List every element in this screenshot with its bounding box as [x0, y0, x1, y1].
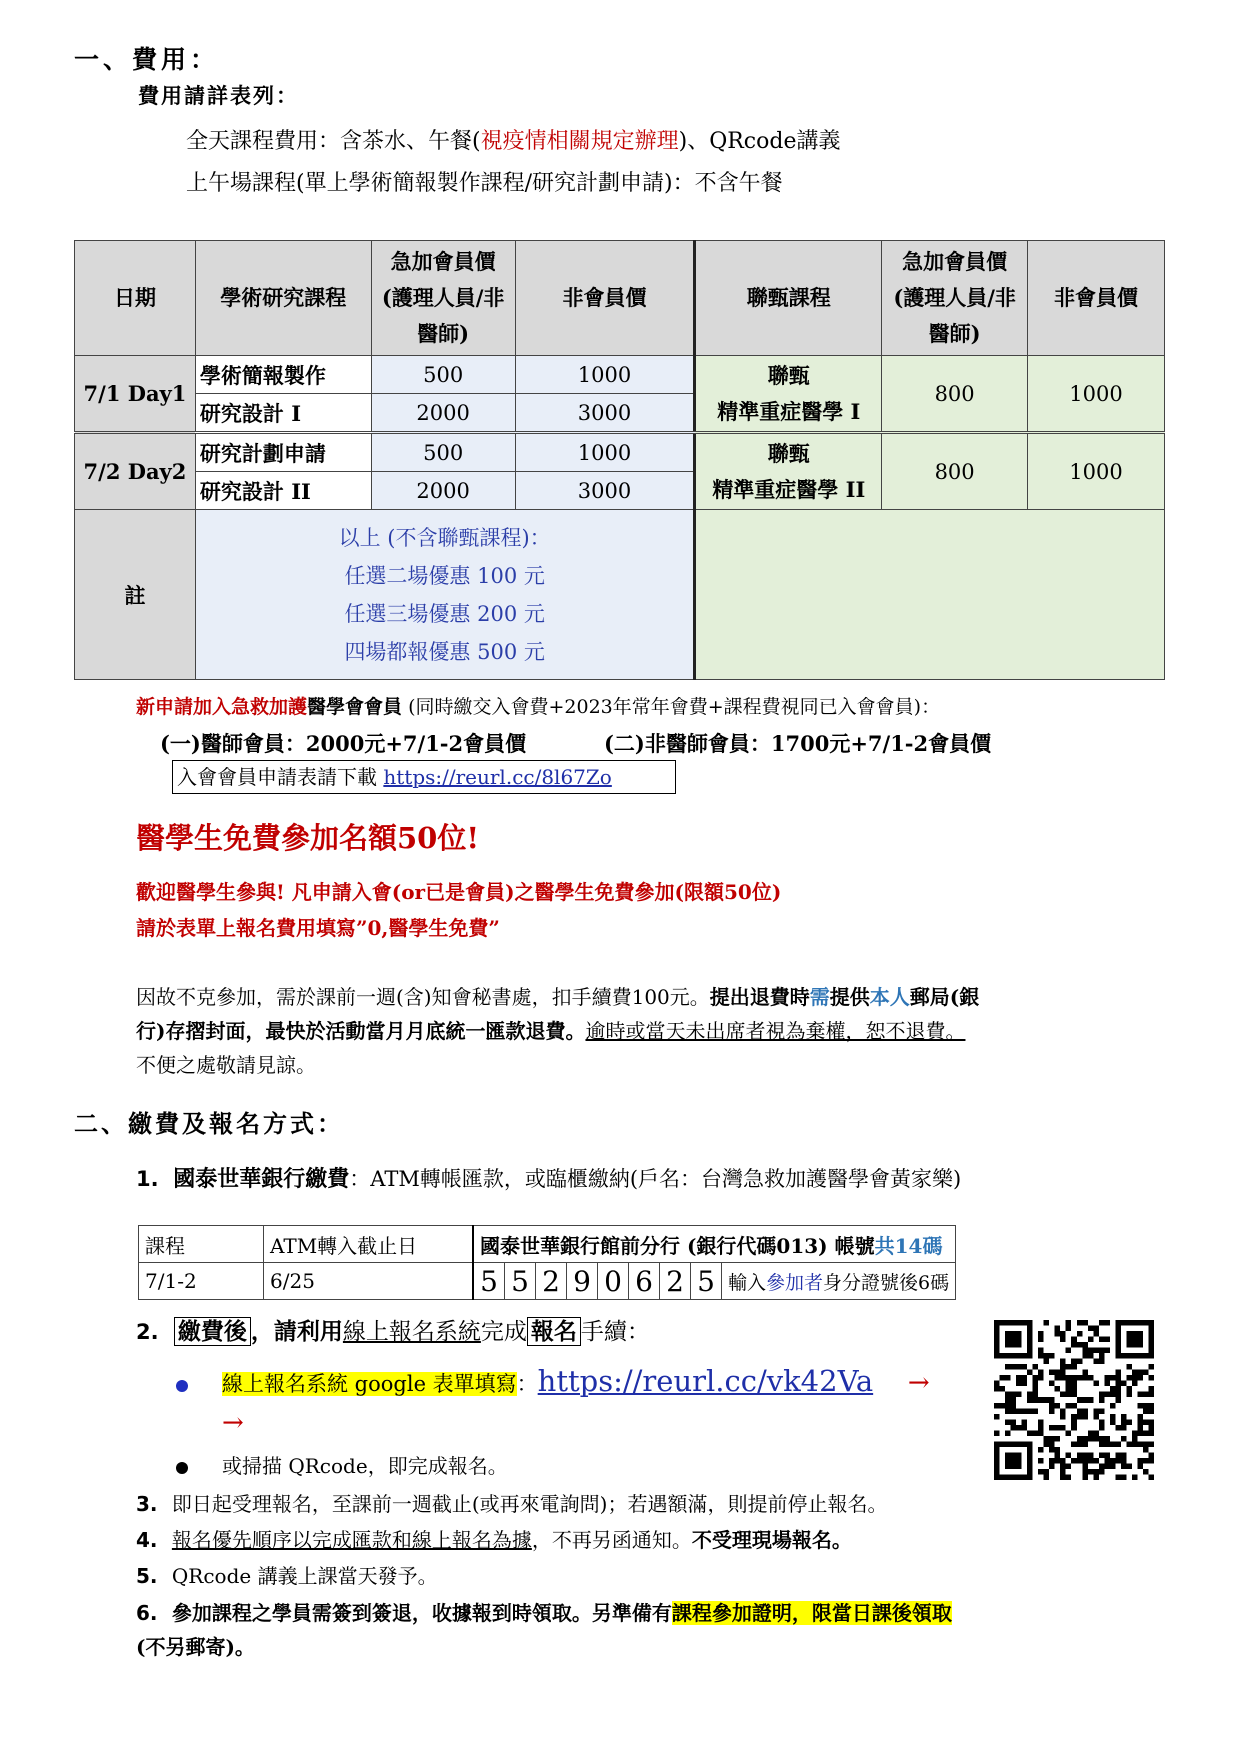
- fee-line-1-pre: 全天課程費用：含茶水、午餐(: [186, 129, 481, 154]
- students-headline: 醫學生免費參加名額50位!: [136, 821, 480, 855]
- item5-num: 5.: [136, 1564, 158, 1588]
- item2-mid: ，請利用: [250, 1318, 343, 1345]
- refund-part1: 因故不克參加，需於課前一週(含)知會秘書處，扣手續費100元。: [136, 985, 710, 1009]
- item4-rest: ，不再另函通知。: [531, 1528, 692, 1552]
- item-2: [136, 1312, 650, 1352]
- item3-num: 3.: [136, 1492, 158, 1516]
- refund-part3: 行)存摺封面，最快於活動當月月底統一匯款退費。: [136, 1019, 586, 1043]
- header-nonmember: 非會員價: [515, 241, 695, 356]
- membership-line: [136, 692, 940, 719]
- table-row: [75, 356, 1165, 394]
- item-4: [136, 1524, 852, 1553]
- item2-link: 線上報名系統: [342, 1319, 481, 1345]
- day2-non-a: 1000: [515, 433, 695, 472]
- note-line-3: 任選三場優惠 200 元: [344, 601, 545, 626]
- acct-h2: ATM轉入截止日: [264, 1226, 474, 1263]
- qrcode-image[interactable]: [994, 1320, 1154, 1480]
- refund-part5: 不便之處敬請見諒。: [136, 1053, 316, 1077]
- students-line-1: 歡迎醫學生參與! 凡申請入會(or已是會員)之醫學生免費參加(限額50位): [136, 880, 782, 904]
- section2-title: 二、繳費及報名方式：: [74, 1109, 344, 1138]
- refund-part2b: 提供: [829, 985, 870, 1009]
- day1-joint-l1: 聯甄: [767, 362, 810, 388]
- acct-digit: 2: [660, 1263, 691, 1300]
- acct-digit: 5: [473, 1263, 505, 1300]
- section1-title: 一、費用：: [74, 45, 220, 74]
- fee-table: [74, 240, 1165, 680]
- account-table: [138, 1225, 956, 1300]
- bullet-dot-1: [176, 1380, 188, 1392]
- online-form-label: 線上報名系統 google 表單填寫: [222, 1372, 517, 1396]
- day1-member-b: 2000: [371, 394, 515, 433]
- refund-part4: 逾時或當天未出席者視為棄權，恕不退費。: [585, 1019, 966, 1043]
- acct-hint: [722, 1263, 956, 1300]
- member-form-download: [172, 760, 676, 794]
- item-5: [136, 1560, 438, 1589]
- fee-line-2: 上午場課程(單上學術簡報製作課程/研究計劃申請)：不含午餐: [186, 171, 783, 196]
- nondoctor-member-price: (二)非醫師會員：1700元+7/1-2會員價: [604, 731, 992, 756]
- day1-joint-non: 1000: [1028, 356, 1165, 433]
- item1-bold: 國泰世華銀行繳費: [173, 1166, 350, 1192]
- header-joint-course: 聯甄課程: [695, 241, 882, 356]
- table-row: [139, 1226, 956, 1263]
- table-row: [139, 1263, 956, 1300]
- day1-joint-member: 800: [882, 356, 1028, 433]
- item-3: [136, 1488, 887, 1517]
- membership-rest: (同時繳交入會費+2023年常年會費+課程費視同已入會會員)：: [402, 696, 941, 718]
- note-line-1: 以上 (不含聯甄課程)：: [338, 525, 551, 550]
- item1-rest: ：ATM轉帳匯款，或臨櫃繳納(戶名：台灣急救加護醫學會黃家樂): [349, 1167, 962, 1191]
- day1-course-b: 研究設計 I: [195, 394, 371, 433]
- online-form-link[interactable]: https://reurl.cc/vk42Va: [537, 1364, 874, 1398]
- membership-bold: 醫學會會員: [307, 696, 403, 718]
- online-form-colon: ：: [516, 1372, 538, 1396]
- item4-num: 4.: [136, 1528, 158, 1552]
- day2-non-b: 3000: [515, 472, 695, 510]
- acct-h1: 課程: [139, 1226, 264, 1263]
- day1-course-a: 學術簡報製作: [195, 356, 371, 394]
- acct-h3-text: 國泰世華銀行館前分行 (銀行代碼013) 帳號: [480, 1233, 875, 1258]
- item6-end: (不另郵寄)。: [136, 1635, 255, 1659]
- day1-date: 7/1 Day1: [75, 356, 196, 433]
- fee-table-header: [75, 241, 1165, 356]
- fee-line-1: [186, 124, 840, 155]
- item-6: [136, 1596, 1156, 1664]
- arrow-icon: →: [222, 1408, 244, 1438]
- item4-bold: 不受理現場報名。: [691, 1528, 852, 1552]
- day2-joint: [695, 433, 882, 510]
- acct-digit: 5: [691, 1263, 722, 1300]
- day1-non-b: 3000: [515, 394, 695, 433]
- header-member-price2-l1: 急加會員價: [902, 249, 1008, 274]
- day2-joint-non: 1000: [1028, 433, 1165, 510]
- item2-box1: 繳費後: [174, 1317, 251, 1346]
- note-label: 註: [75, 510, 196, 680]
- item5-text: QRcode 講義上課當天發予。: [171, 1564, 438, 1588]
- table-row: [75, 510, 1165, 680]
- refund-part2a: 提出退費時: [709, 985, 810, 1009]
- doctor-member-price: (一)醫師會員：2000元+7/1-2會員價: [160, 731, 527, 756]
- students-line-2: 請於表單上報名費用填寫”0,醫學生免費”: [136, 916, 500, 940]
- day2-course-b: 研究設計 II: [195, 472, 371, 510]
- note-empty-cell: [695, 510, 1165, 680]
- header-member-price: [371, 241, 515, 356]
- note-line-4: 四場都報優惠 500 元: [344, 639, 545, 664]
- acct-hint-blue: 參加者: [766, 1271, 824, 1294]
- acct-hint-pre: 輸入: [728, 1271, 767, 1294]
- item4-underline: 報名優先順序以完成匯款和線上報名為據: [171, 1528, 532, 1552]
- fee-line-1-post: )、QRcode講義: [678, 129, 841, 154]
- day2-joint-member: 800: [882, 433, 1028, 510]
- item2-box2: 報名: [527, 1317, 581, 1346]
- member-form-label: 入會會員申請表請下載: [177, 765, 384, 789]
- acct-h3-blue: 共14碼: [874, 1233, 943, 1258]
- day2-date: 7/2 Day2: [75, 433, 196, 510]
- note-line-2: 任選二場優惠 100 元: [344, 563, 545, 588]
- day2-joint-l2: 精準重症醫學 II: [712, 476, 866, 502]
- header-course: 學術研究課程: [195, 241, 371, 356]
- header-member-price2-l3: 醫師): [928, 321, 981, 346]
- header-nonmember-2: 非會員價: [1028, 241, 1165, 356]
- bullet-dot-2: [176, 1462, 188, 1474]
- section1-subtitle: 費用請詳表列：: [138, 83, 299, 108]
- fee-line-1-red: 視疫情相關規定辦理: [480, 129, 679, 154]
- table-row: [75, 433, 1165, 472]
- acct-digit: 0: [598, 1263, 629, 1300]
- day2-member-b: 2000: [371, 472, 515, 510]
- day1-member-a: 500: [371, 356, 515, 394]
- membership-red: 新申請加入急救加護: [136, 696, 308, 718]
- acct-digit: 5: [505, 1263, 536, 1300]
- arrow-icon: →: [907, 1368, 930, 1398]
- refund-part2-blue: 本人: [869, 985, 910, 1009]
- note-content: [195, 510, 695, 680]
- item2-mid2: 完成: [480, 1319, 527, 1345]
- member-form-link[interactable]: https://reurl.cc/8l67Zo: [383, 765, 612, 789]
- item2-num: 2.: [136, 1320, 159, 1344]
- bullet-1: [222, 1364, 930, 1398]
- day2-joint-l1: 聯甄: [767, 440, 810, 466]
- item6-highlight: 課程參加證明，限當日課後領取: [671, 1601, 952, 1625]
- header-member-price-l2: (護理人員/非: [381, 285, 505, 310]
- acct-digit: 2: [536, 1263, 567, 1300]
- acct-digit: 9: [567, 1263, 598, 1300]
- item1-num: 1.: [136, 1167, 159, 1191]
- acct-h3: [473, 1226, 956, 1263]
- acct-digit: 6: [629, 1263, 660, 1300]
- bullet-2: 或掃描 QRcode，即完成報名。: [222, 1454, 508, 1478]
- day1-non-a: 1000: [515, 356, 695, 394]
- refund-policy: [136, 980, 1146, 1082]
- item3-text: 即日起受理報名，至課前一週截止(或再來電詢問)；若遇額滿，則提前停止報名。: [171, 1492, 888, 1516]
- day2-course-a: 研究計劃申請: [195, 433, 371, 472]
- day2-member-a: 500: [371, 433, 515, 472]
- header-member-price-2: [882, 241, 1028, 356]
- day1-joint: [695, 356, 882, 433]
- header-member-price2-l2: (護理人員/非: [893, 285, 1016, 310]
- item-1: [136, 1162, 961, 1193]
- header-member-price-l3: 醫師): [417, 321, 470, 346]
- item6-bold: 參加課程之學員需簽到簽退，收據報到時領取。另準備有: [171, 1601, 672, 1625]
- item6-num: 6.: [136, 1601, 158, 1625]
- refund-part2-red: 需: [809, 985, 830, 1009]
- acct-course: 7/1-2: [139, 1263, 264, 1300]
- acct-hint-post: 身分證號後6碼: [823, 1271, 950, 1294]
- item2-end: 手續：: [580, 1319, 650, 1345]
- header-member-price-l1: 急加會員價: [390, 249, 496, 274]
- day1-joint-l2: 精準重症醫學 I: [717, 398, 861, 424]
- refund-part2c: 郵局(銀: [909, 985, 980, 1009]
- header-date: 日期: [75, 241, 196, 356]
- acct-deadline: 6/25: [264, 1263, 474, 1300]
